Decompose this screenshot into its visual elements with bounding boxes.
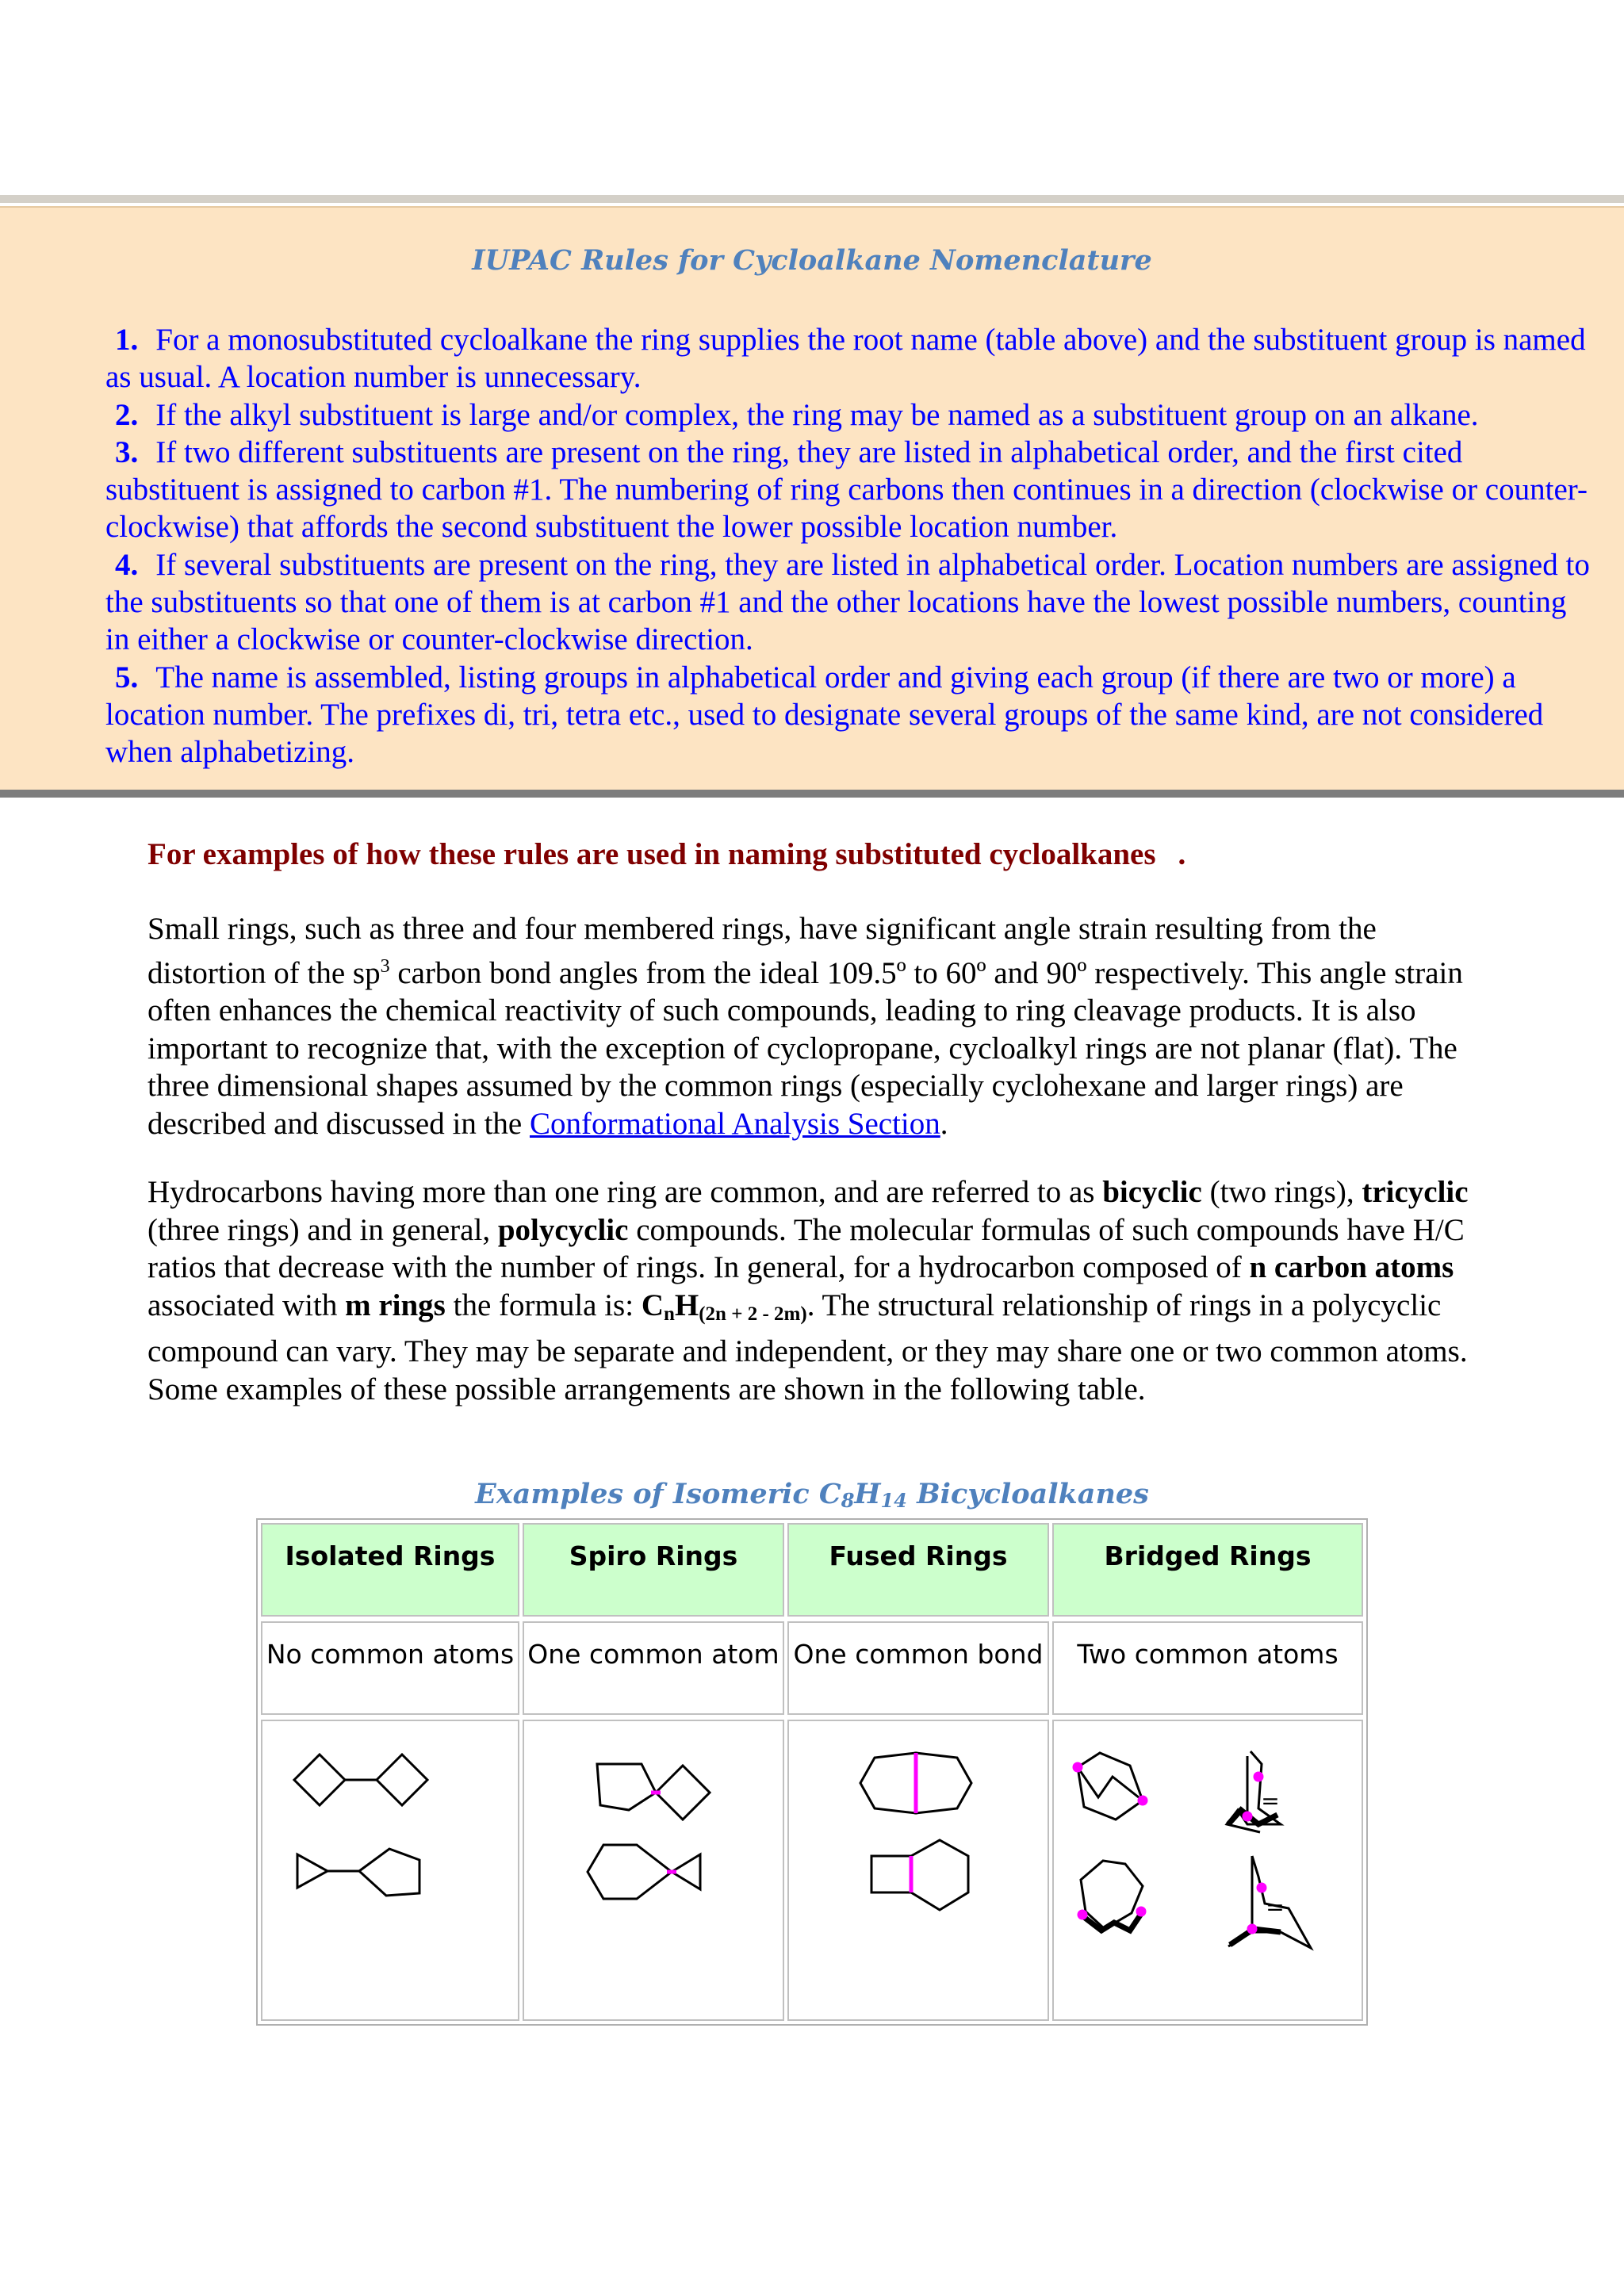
desc-label: One common bond <box>793 1639 1044 1670</box>
rule-text: The name is assembled, listing groups in alphabetical order and giving each group (if there are two or more) a location number. The prefixes di, tri, tetra etc., used to designate several groups of the same kind, are not considered when alphabetizing. <box>105 660 1544 770</box>
bold-term: tricyclic <box>1362 1175 1469 1209</box>
para-text: Small rings, such as three and four membered rings, have significant angle strain resulting from the distortion of the sp <box>147 912 1377 990</box>
rule-number: 4. <box>115 547 139 582</box>
desc-isolated <box>261 1621 519 1715</box>
spiro-cyclopentane <box>597 1764 656 1810</box>
header-bridged <box>1052 1523 1363 1617</box>
structures-bridged <box>1052 1720 1363 2021</box>
header-label: Bridged Rings <box>1104 1540 1312 1571</box>
rule-item <box>105 396 1596 434</box>
isolated-rings-structures <box>262 1721 521 2022</box>
rule-number: 1. <box>115 323 139 357</box>
bridgehead-marker <box>1244 1813 1251 1820</box>
rule-item <box>105 546 1596 659</box>
examples-heading-tail: . <box>1178 837 1186 871</box>
bold-term: polycyclic <box>497 1212 629 1247</box>
superscript: 3 <box>380 955 390 977</box>
desc-label: No common atoms <box>266 1639 515 1670</box>
bridgehead-marker <box>1255 1774 1262 1780</box>
equals-sign: = <box>1261 1788 1280 1814</box>
para-text: (two rings), <box>1201 1175 1362 1209</box>
structures-isolated <box>261 1720 519 2021</box>
para-text: associated with <box>147 1288 346 1322</box>
header-fused <box>787 1523 1049 1617</box>
bicyclooctane-flat-ring <box>1078 1753 1143 1820</box>
header-label: Spiro Rings <box>569 1540 738 1571</box>
rule-text: For a monosubstituted cycloalkane the ring supplies the root name (table above) and the substituent group is named as usual. A location number is unnecessary. <box>105 323 1586 395</box>
bold-term: n carbon atoms <box>1249 1250 1454 1285</box>
caption-text: H <box>854 1478 881 1510</box>
spiro-cyclohexane <box>588 1845 672 1899</box>
fused-rings-structures <box>789 1721 1051 2022</box>
structures-spiro <box>523 1720 784 2021</box>
desc-fused <box>787 1621 1049 1715</box>
header-label: Fused Rings <box>829 1540 1008 1571</box>
pentalane-right <box>916 1753 971 1813</box>
fused-cyclobutane <box>871 1856 911 1892</box>
rule-number: 2. <box>115 397 139 432</box>
desc-label: One common atom <box>527 1639 779 1670</box>
para-text: the formula is: <box>445 1288 642 1322</box>
bicycloalkane-table <box>256 1518 1368 2026</box>
fused-cyclohexane <box>911 1840 968 1910</box>
paragraph-ring-strain <box>147 910 1496 1143</box>
rule-item <box>105 321 1596 396</box>
caption-sub: 14 <box>880 1489 907 1512</box>
header-label: Isolated Rings <box>285 1540 496 1571</box>
para-text: Hydrocarbons having more than one ring are common, and are referred to as <box>147 1175 1103 1209</box>
equals-sign: = <box>1266 1894 1285 1920</box>
rule-text: If several substituents are present on the ring, they are listed in alphabetical order. Location numbers are assigned to the substituents so that one of them is at carbon #1 and the other locations have the lowest possible numbers, counting in either a clockwise or counter-clockwise direction. <box>105 547 1590 657</box>
table-caption <box>256 1478 1368 1512</box>
rule-number: 5. <box>115 660 139 695</box>
bold-term: bicyclic <box>1102 1175 1202 1209</box>
rule-text: If two different substituents are present on the ring, they are listed in alphabetical order, and the first cited substituent is assigned to carbon #1. The numbering of ring carbons then continues in a direction (clockwise or counter-clockwise) that affords the second substituent the lower possible location number. <box>105 434 1588 545</box>
bridgehead-marker <box>1074 1764 1081 1770</box>
rule-item <box>105 434 1596 546</box>
rule-number: 3. <box>115 434 139 469</box>
cyclopentyl-ring <box>359 1849 419 1896</box>
top-divider <box>0 195 1624 203</box>
structures-fused <box>787 1720 1049 2021</box>
conformational-analysis-link[interactable]: Conformational Analysis Section <box>529 1106 940 1141</box>
rule-text: If the alkyl substituent is large and/or complex, the ring may be named as a substituent group on an alkane. <box>155 397 1479 432</box>
rule-item <box>105 659 1596 771</box>
rules-list <box>105 321 1596 771</box>
desc-spiro <box>523 1621 784 1715</box>
pentalane-left <box>860 1753 916 1813</box>
para-text: carbon bond angles from the ideal 109.5º to 60º and 90º respectively. This angle strain often enhances the chemical reactivity of such compounds, leading to ring cleavage products. It is also important to recognize that, with the exception of cyclopropane, cycloalkyl rings are not planar (flat). The three dimensional shapes assumed by the common rings (especially cyclohexane and larger rings) are described and discussed in the <box>147 955 1463 1141</box>
rules-title: IUPAC Rules for Cycloalkane Nomenclature <box>472 244 1152 277</box>
general-formula <box>641 1288 807 1325</box>
bicyclobutyl-ring-a <box>294 1755 345 1805</box>
bicyclobutyl-ring-b <box>377 1755 427 1805</box>
bridgehead-marker <box>1249 1926 1255 1932</box>
caption-sub: 8 <box>841 1489 855 1512</box>
para-text: (three rings) and in general, <box>147 1212 498 1247</box>
formula-part: (2n + 2 - 2m) <box>699 1303 807 1325</box>
bottom-divider <box>0 790 1624 798</box>
para-text: . <box>940 1106 948 1141</box>
paragraph-polycyclic <box>147 1173 1496 1409</box>
bold-term: m rings <box>345 1288 446 1322</box>
examples-heading-text: For examples of how these rules are used in naming substituted cycloalkanes <box>147 837 1156 871</box>
spiro-rings-structures <box>524 1721 786 2022</box>
formula-part: H <box>674 1288 699 1322</box>
bridgehead-marker <box>1079 1911 1086 1918</box>
cyclopropyl-ring <box>297 1854 327 1888</box>
bridged-rings-structures <box>1054 1721 1365 2022</box>
bridgehead-marker <box>1258 1885 1265 1891</box>
bridgehead-marker <box>1139 1797 1146 1804</box>
caption-text: Examples of Isomeric C <box>475 1478 841 1510</box>
bridgehead-marker <box>1138 1908 1144 1915</box>
para-text: . The structural relationship of rings in a polycyclic compound can vary. They may be separate and independent, or they may share one or two common atoms. Some examples of these possible arrangements are shown in the following table. <box>147 1288 1468 1406</box>
header-isolated <box>261 1523 519 1617</box>
formula-part: n <box>663 1303 675 1325</box>
desc-label: Two common atoms <box>1077 1639 1339 1670</box>
caption-text: Bicycloalkanes <box>906 1478 1149 1510</box>
formula-part: C <box>641 1288 664 1322</box>
header-spiro <box>523 1523 784 1617</box>
desc-bridged <box>1052 1621 1363 1715</box>
spiro-cyclobutane <box>656 1766 710 1820</box>
examples-heading <box>147 836 1496 872</box>
para-text: compounds. The molecular formulas of such compounds have H/C ratios that decrease with the number of rings. In general, for a hydrocarbon composed of <box>147 1212 1465 1285</box>
